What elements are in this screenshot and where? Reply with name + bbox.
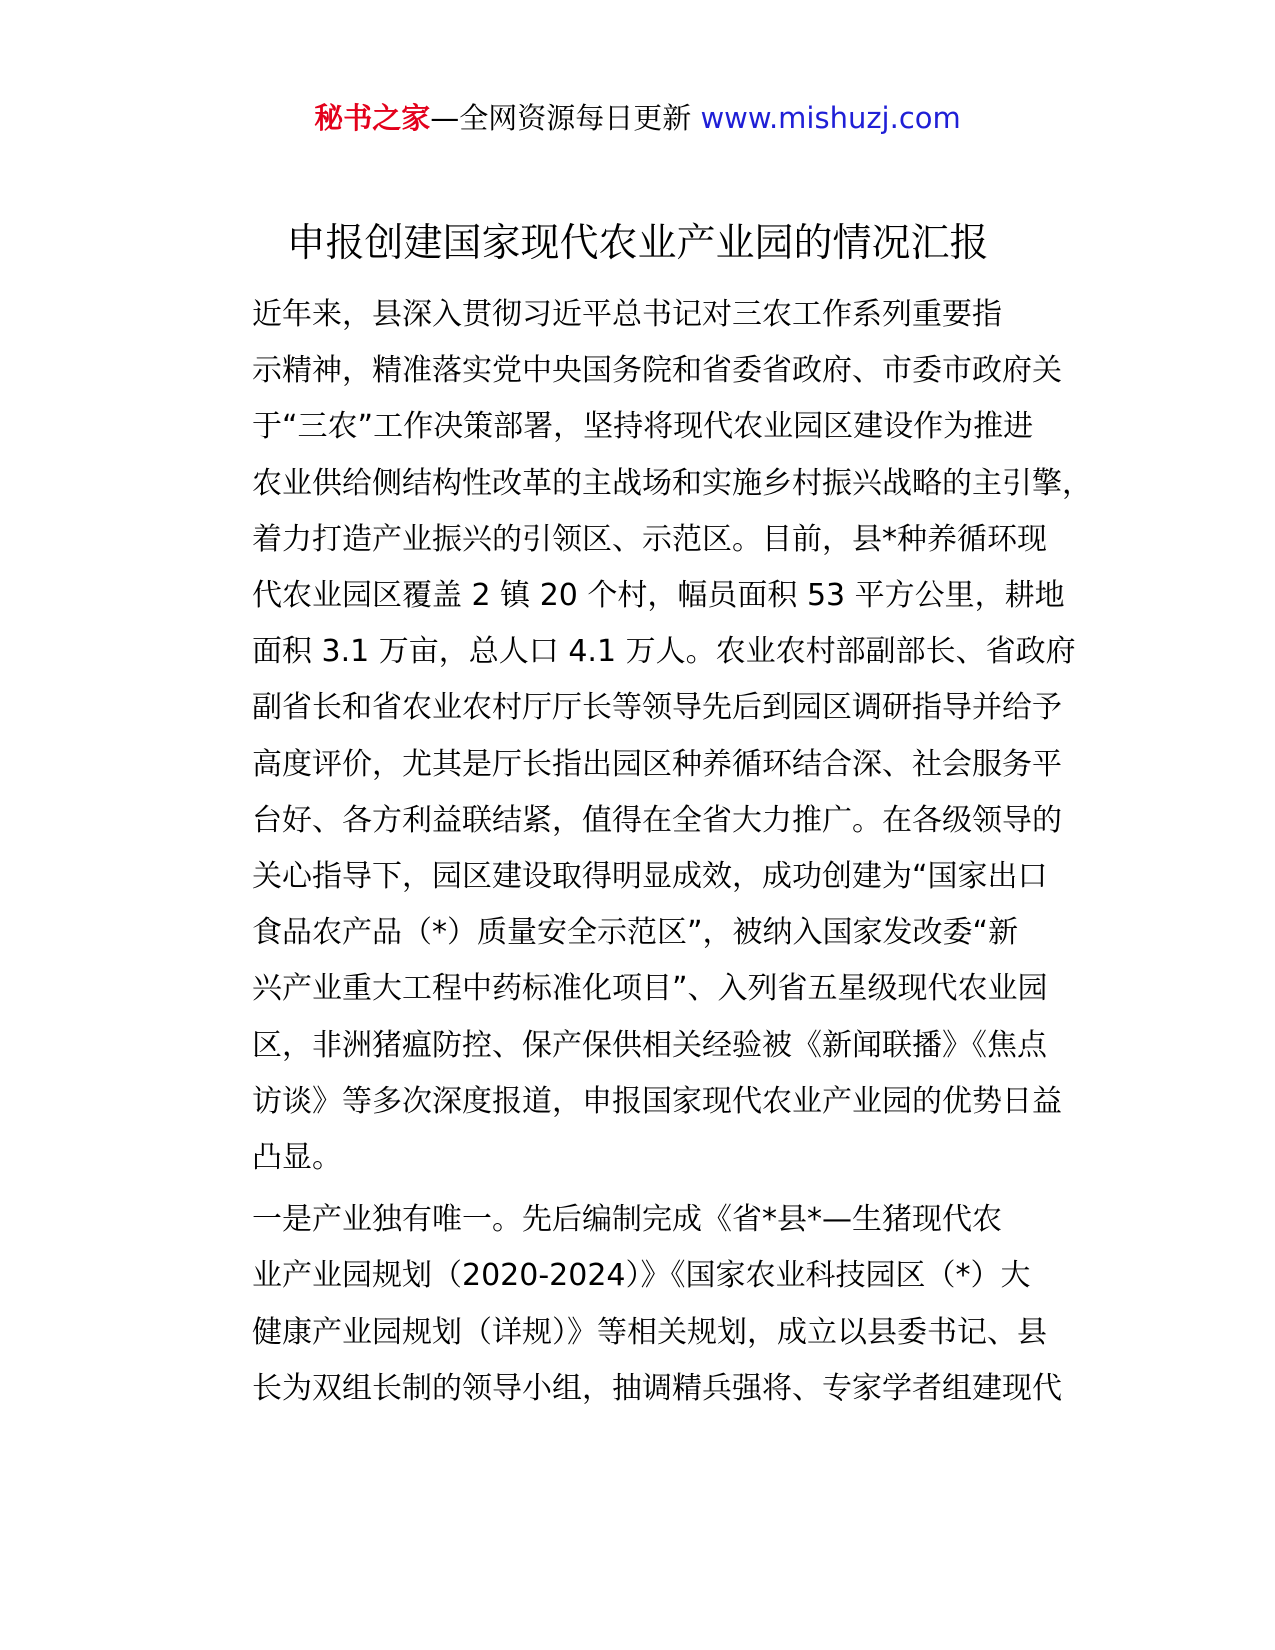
text-line: 代农业园区覆盖 2 镇 20 个村，幅员面积 53 平方公里，耕地 — [252, 578, 1065, 614]
paragraph-industry — [188, 1192, 1088, 1417]
text-line: 台好、各方利益联结紧，值得在全省大力推广。在各级领导的 — [252, 802, 1062, 838]
text-line: 副省长和省农业农村厅厅长等领导先后到园区调研指导并给予 — [252, 690, 1062, 726]
site-tagline: —全网资源每日更新 — [430, 101, 701, 135]
text-line: 健康产业园规划（详规）》等相关规划，成立以县委书记、县 — [252, 1314, 1047, 1350]
text-line: 着力打造产业振兴的引领区、示范区。目前，县*种养循环现 — [252, 521, 1047, 557]
text-line: 区，非洲猪瘟防控、保产保供相关经验被《新闻联播》《焦点 — [252, 1027, 1047, 1063]
text-line: 面积 3.1 万亩，总人口 4.1 万人。农业农村部副部长、省政府 — [252, 634, 1076, 670]
text-line: 长为双组长制的领导小组，抽调精兵强将、专家学者组建现代 — [252, 1370, 1062, 1406]
text-line: 关心指导下，园区建设取得明显成效，成功创建为“国家出口 — [252, 859, 1048, 895]
document-body — [188, 287, 1092, 1423]
document-title: 申报创建国家现代农业产业园的情况汇报 — [286, 221, 989, 266]
text-line: 一是产业独有唯一。先后编制完成《省*县*—生猪现代农 — [252, 1202, 1002, 1238]
text-line: 访谈》等多次深度报道，申报国家现代农业产业园的优势日益 — [252, 1083, 1062, 1119]
site-header — [0, 96, 1275, 140]
text-line: 于“三农”工作决策部署，坚持将现代农业园区建设作为推进 — [252, 409, 1034, 445]
text-line: 近年来，县深入贯彻习近平总书记对三农工作系列重要指 — [252, 297, 1002, 332]
site-brand: 秘书之家 — [314, 101, 431, 135]
text-line: 农业供给侧结构性改革的主战场和实施乡村振兴战略的主引擎， — [252, 465, 1092, 501]
text-line: 业产业园规划（2020-2024）》《国家农业科技园区（*）大 — [252, 1258, 1031, 1294]
paragraph-intro — [188, 287, 1092, 1186]
text-line: 高度评价，尤其是厅长指出园区种养循环结合深、社会服务平 — [252, 746, 1062, 782]
site-url-link[interactable]: www.mishuzj.com — [700, 101, 961, 135]
text-line: 凸显。 — [252, 1140, 342, 1176]
text-line: 示精神，精准落实党中央国务院和省委省政府、市委市政府关 — [252, 353, 1062, 389]
text-line: 食品农产品（*）质量安全示范区”，被纳入国家发改委“新 — [252, 915, 1019, 951]
text-line: 兴产业重大工程中药标准化项目”、入列省五星级现代农业园 — [252, 971, 1048, 1007]
